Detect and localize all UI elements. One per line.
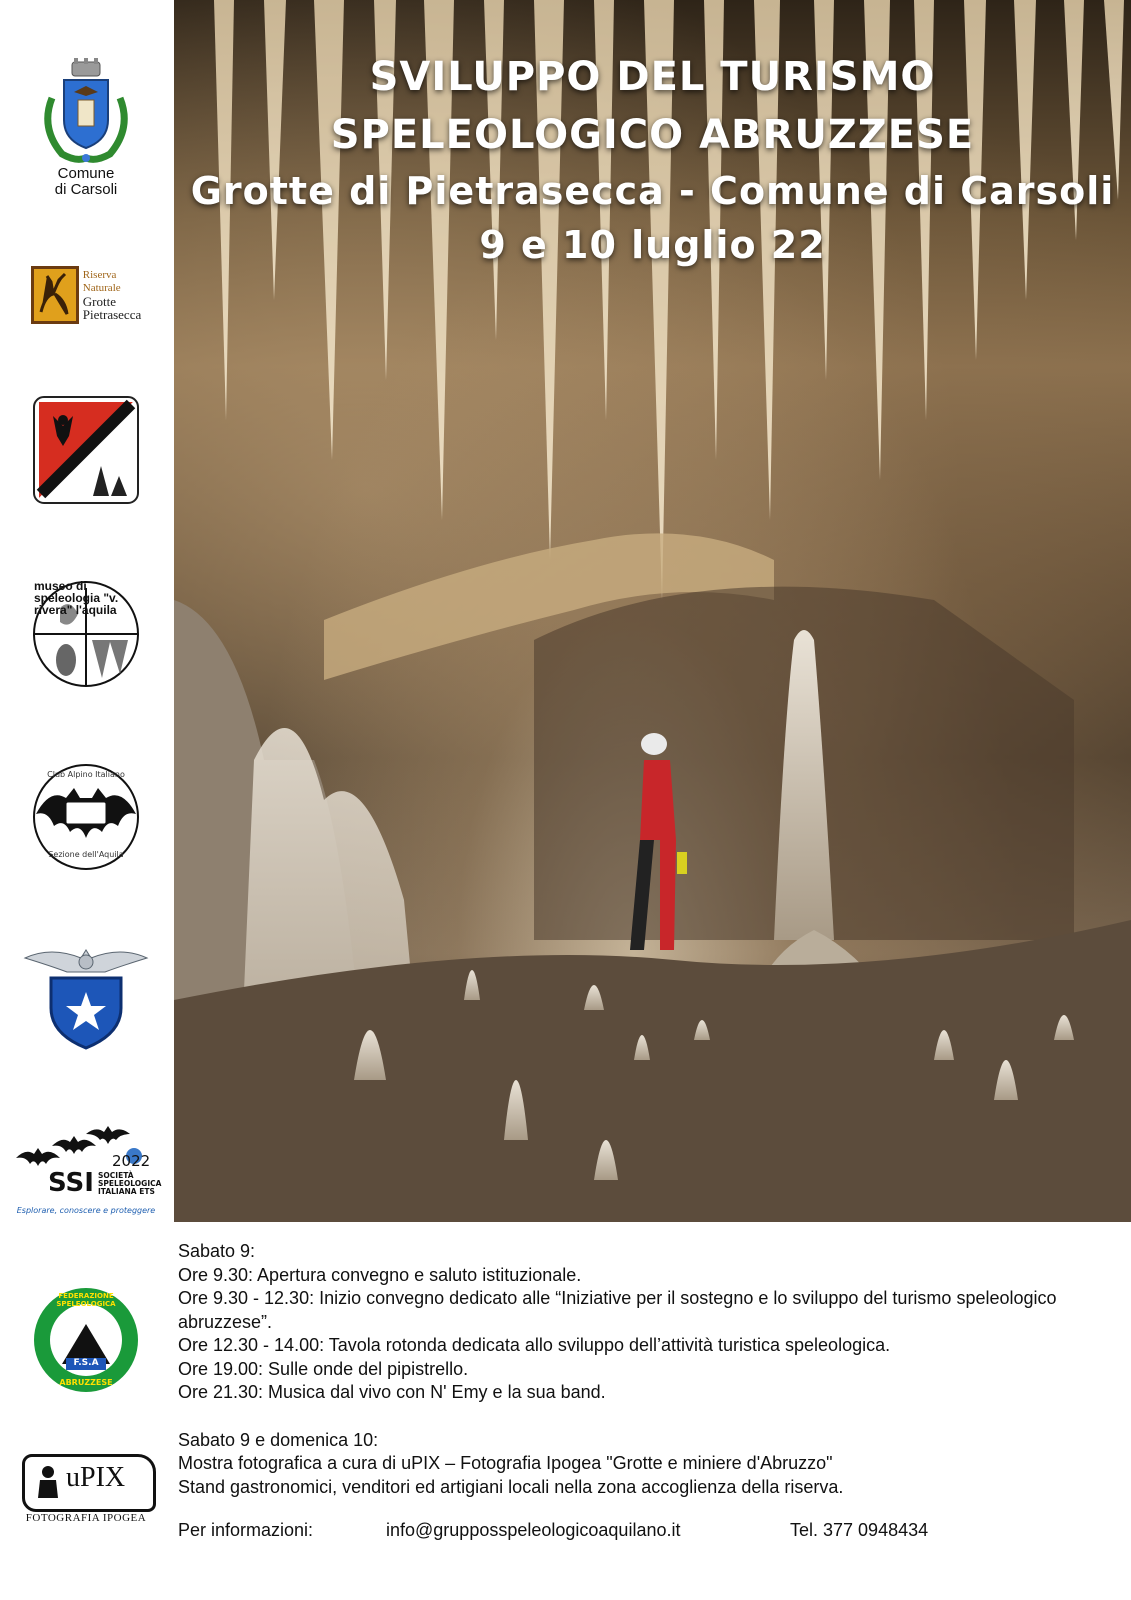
logo-ssi	[0, 1126, 172, 1218]
hero-title-line1: SVILUPPO DEL TURISMO	[369, 54, 936, 100]
upix-name: uPIX	[66, 1462, 126, 1493]
deer-icon	[31, 266, 79, 324]
program-item: Ore 9.30: Apertura convegno e saluto istituzionale.	[178, 1264, 582, 1285]
logo-upix	[0, 1454, 172, 1526]
logo-column	[0, 0, 172, 1600]
carsoli-coat-of-arms-icon	[36, 58, 136, 166]
contact-label: Per informazioni:	[178, 1520, 314, 1540]
logo-fsa	[0, 1286, 172, 1394]
contact-phone[interactable]: Tel. 377 0948434	[790, 1520, 929, 1540]
cai-aquila-bottom: Sezione dell'Aquila	[48, 850, 124, 859]
spacer	[178, 1405, 1118, 1429]
fsa-ring-top: FEDERAZIONE SPELEOLOGICA	[56, 1292, 116, 1308]
program-item: Ore 12.30 - 14.00: Tavola rotonda dedicata allo sviluppo dell’attività turistica speleologica.	[178, 1335, 891, 1355]
day1-heading: Sabato 9:	[178, 1241, 256, 1261]
fsa-ring-bottom: ABRUZZESE	[59, 1378, 113, 1387]
day2-heading: Sabato 9 e domenica 10:	[178, 1429, 379, 1450]
hero-title-line2: SPELEOLOGICO ABRUZZESE	[330, 112, 975, 158]
cave-photo	[174, 0, 1131, 1222]
program-item: Ore 21.30: Musica dal vivo con N' Emy e la sua band.	[178, 1382, 606, 1402]
program-item: Ore 9.30 - 12.30: Inizio convegno dedicato alle “Iniziative per il sostegno e lo sviluppo del turismo speleologico abruzzese”.	[178, 1288, 1057, 1332]
event-program	[178, 1240, 1118, 1499]
riserva-line1: Riserva	[82, 269, 117, 281]
hero-location: Grotte di Pietrasecca - Comune di Carsoli	[190, 169, 1115, 213]
logo-museo-speleologia	[0, 578, 172, 690]
carsoli-caption-line2: di Carsoli	[54, 181, 118, 198]
riserva-line2: Naturale	[82, 282, 121, 294]
ssi-name-3: ITALIANA	[98, 1187, 137, 1196]
logo-comune-carsoli	[0, 58, 172, 198]
riserva-line3: Grotte	[82, 294, 116, 309]
contact-row	[178, 1520, 1118, 1544]
museo-text: museo di speleologia "v. rivera" l'aquila	[34, 579, 119, 617]
hero-dates: 9 e 10 luglio 22	[479, 223, 826, 267]
program-item: Stand gastronomici, venditori ed artigiani locali nella zona accoglienza della riserva.	[178, 1476, 844, 1497]
logo-riserva-pietrasecca	[0, 266, 172, 324]
logo-cai-aquila	[0, 762, 172, 872]
logo-gruppo-speleologico-aquilano	[0, 396, 172, 504]
fsa-abbr: F.S.A	[73, 1358, 99, 1368]
ssi-name-1: SOCIETÀ	[98, 1171, 134, 1180]
cai-aquila-top: Club Alpino Italiano	[47, 770, 125, 779]
program-item: Ore 19.00: Sulle onde del pipistrello.	[178, 1358, 469, 1379]
ssi-motto: Esplorare, conoscere e proteggere	[16, 1206, 156, 1215]
ssi-name-2: SPELEOLOGICA	[98, 1179, 162, 1188]
ssi-year: 2022	[112, 1152, 151, 1170]
cai-eagle-shield-icon	[21, 944, 151, 1052]
riserva-line4: Pietrasecca	[82, 307, 142, 322]
upix-caption: FOTOGRAFIA IPOGEA	[25, 1512, 147, 1524]
caver-icon	[28, 1462, 68, 1502]
logo-club-alpino-italiano	[0, 944, 172, 1052]
carsoli-caption-line1: Comune	[57, 165, 115, 182]
ssi-ets: ETS	[139, 1187, 155, 1196]
contact-email-link[interactable]: info@grupposspeleologicoaquilano.it	[386, 1520, 681, 1540]
gsa-eagle-icon	[33, 396, 139, 504]
program-item: Mostra fotografica a cura di uPIX – Fotografia Ipogea "Grotte e miniere d'Abruzzo"	[178, 1453, 833, 1473]
ssi-abbr: SSI	[48, 1168, 94, 1198]
